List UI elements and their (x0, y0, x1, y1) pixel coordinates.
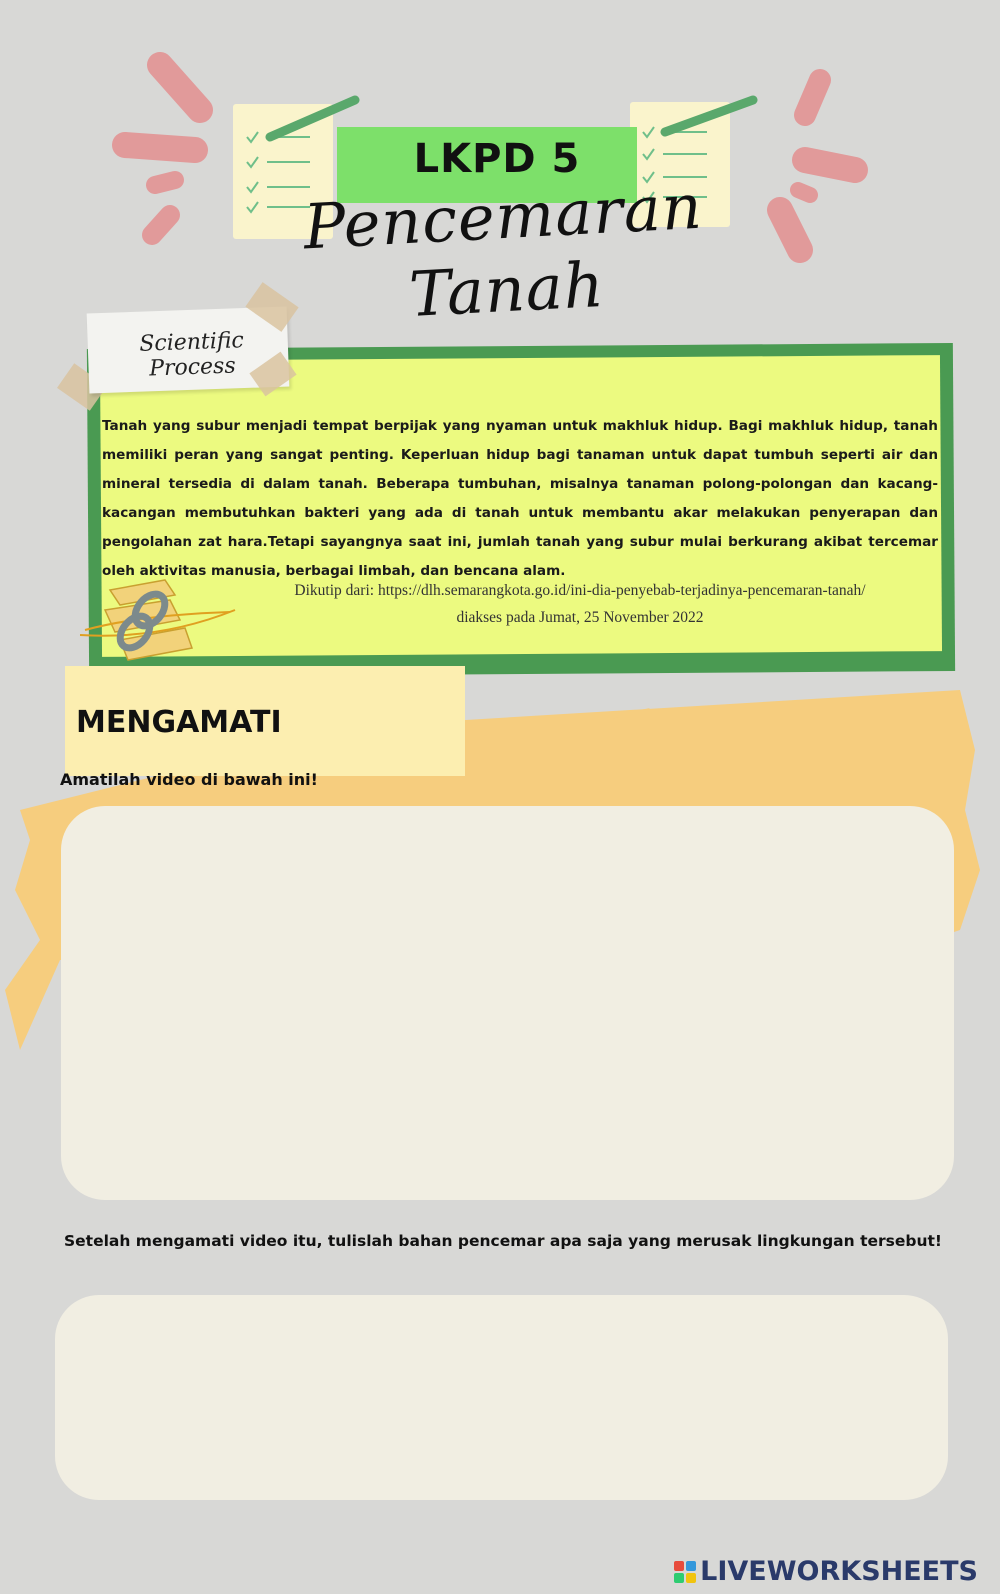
brand-name: LIVEWORKSHEETS (700, 1556, 978, 1587)
pink-sparkle-right-icon (760, 60, 880, 270)
pink-sparkle-left-icon (100, 50, 230, 250)
page-title: Pencemaran Tanah (301, 169, 705, 332)
worksheet-number: LKPD 5 (413, 136, 581, 182)
source-citation (200, 577, 960, 631)
video-player[interactable] (61, 806, 954, 1200)
reading-paragraph: Tanah yang subur menjadi tempat berpijak yang nyaman untuk makhluk hidup. Bagi makhluk hidup, tanah memiliki peran yang sangat penting. Keperluan hidup bagi tanaman untuk dapat tumbuh seperti air dan mineral tersedia di dalam tanah. Beberapa tumbuhan, misalnya tanaman polong-polongan dan kacang-kacangan membutuhkan bakteri yang ada di tanah untuk membantu akar melakukan penyerapan dan pengolahan zat hara.Tetapi sayangnya saat ini, jumlah tanah yang subur mulai berkurang akibat tercemar oleh aktivitas manusia, berbagai limbah, dan bencana alam. (102, 418, 938, 579)
liveworksheets-logo-icon (674, 1561, 696, 1583)
accessed-line: diakses pada Jumat, 25 November 2022 (456, 609, 704, 626)
section-title: MENGAMATI (76, 705, 282, 740)
instruction-text: Amatilah video di bawah ini! (60, 770, 318, 789)
question-text: Setelah mengamati video itu, tulislah bahan pencemar apa saja yang merusak lingkungan tersebut! (64, 1232, 942, 1250)
answer-input[interactable] (55, 1295, 948, 1500)
tag-label: Scientific Process (138, 328, 245, 382)
books-chain-icon (80, 570, 240, 670)
source-line: Dikutip dari: https://dlh.semarangkota.go.id/ini-dia-penyebab-terjadinya-pencemaran-tanah/ (294, 582, 866, 599)
brand-logo (674, 1556, 978, 1587)
